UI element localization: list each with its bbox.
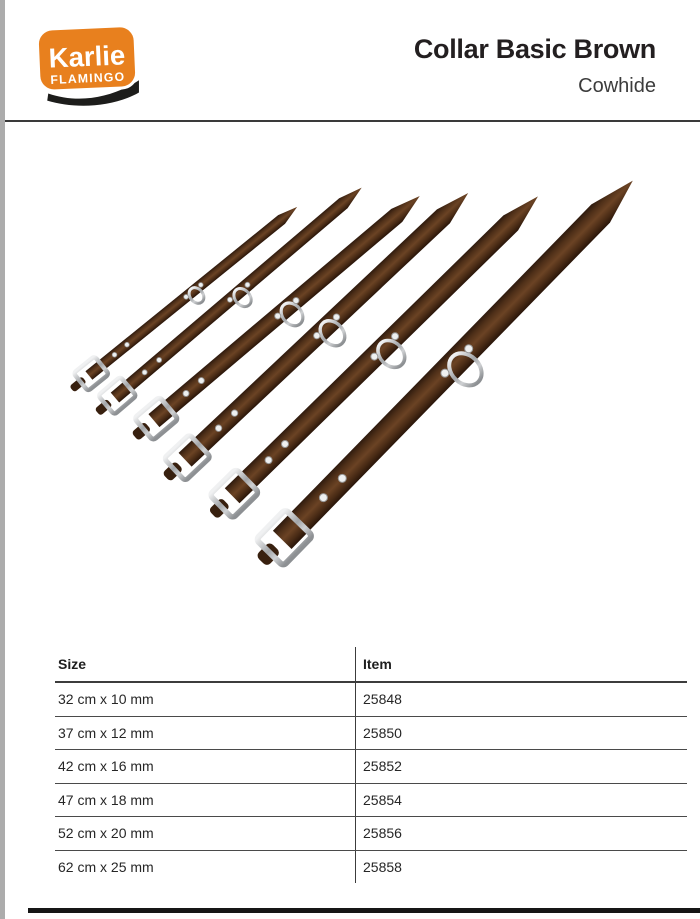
page-bottom-edge [28, 908, 700, 913]
column-header-size: Size [58, 656, 87, 672]
logo-subbrand-text: FLAMINGO [50, 69, 126, 87]
size-cell: 32 cm x 10 mm [58, 691, 154, 708]
page-title: Collar Basic Brown [413, 34, 656, 64]
brand-logo-icon [35, 24, 141, 110]
header [414, 35, 656, 97]
item-cell: 25856 [355, 817, 687, 850]
size-item-table [55, 647, 687, 883]
size-cell: 62 cm x 25 mm [58, 858, 154, 875]
size-cell: 37 cm x 12 mm [58, 724, 154, 741]
table-row [55, 784, 687, 818]
table-header-row [55, 647, 687, 683]
table-row [55, 851, 687, 883]
size-cell: 42 cm x 16 mm [58, 758, 154, 775]
item-cell: 25852 [355, 750, 687, 783]
header-divider [5, 120, 700, 122]
table-row [55, 750, 687, 784]
table-row [55, 717, 687, 751]
item-cell: 25854 [355, 784, 687, 817]
table-row [55, 683, 687, 717]
table-row [55, 817, 687, 851]
item-cell: 25850 [355, 717, 687, 750]
column-header-item: Item [355, 647, 687, 681]
size-cell: 47 cm x 18 mm [58, 791, 154, 808]
item-cell: 25848 [355, 683, 687, 716]
item-cell: 25858 [355, 851, 687, 883]
logo-brand-text: Karlie [48, 39, 126, 74]
page-subtitle: Cowhide [578, 74, 656, 97]
product-image [0, 140, 700, 640]
size-cell: 52 cm x 20 mm [58, 825, 154, 842]
